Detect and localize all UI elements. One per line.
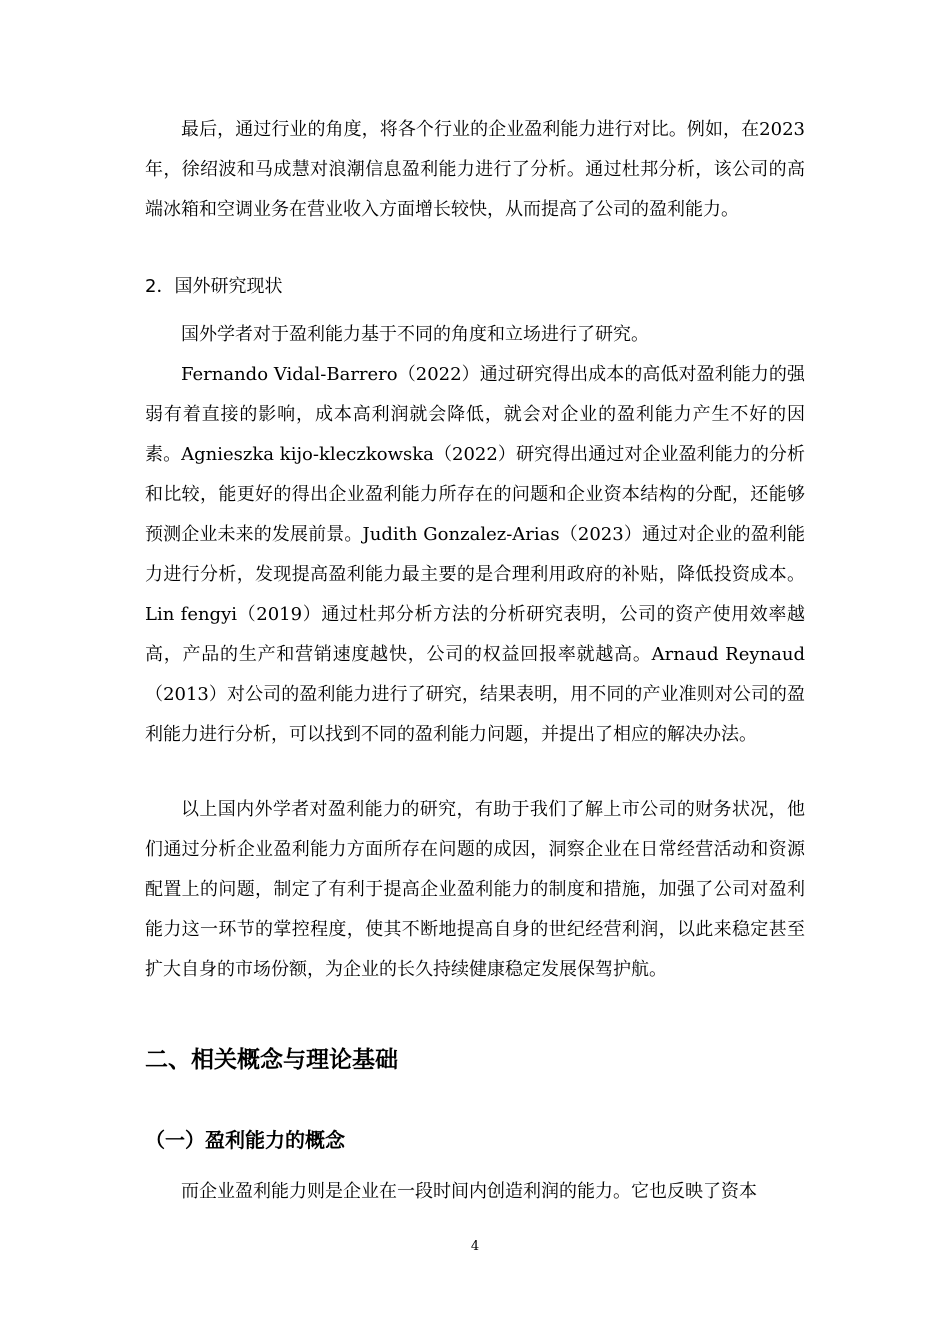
paragraph-foreign-studies: Fernando Vidal-Barrero（2022）通过研究得出成本的高低对盈利能力的强弱有着直接的影响，成本高利润就会降低，就会对企业的盈利能力产生不好的因素。Agnieszka kijo-kleczkowska（2022）研究得出通过对企业盈利能力的分析和比较，能更好的得出企业盈利能力所存在的问题和企业资本结构的分配，还能够预测企业未来的发展前景。Judith Gonzalez-Arias（2023）通过对企业的盈利能力进行分析，发现提高盈利能力最主要的是合理利用政府的补贴，降低投资成本。Lin fengyi（2019）通过杜邦分析方法的分析研究表明，公司的资产使用效率越高，产品的生产和营销速度越快，公司的权益回报率就越高。Arnaud Reynaud （2013）对公司的盈利能力进行了研究，结果表明，用不同的产业准则对公司的盈利能力进行分析，可以找到不同的盈利能力问题，并提出了相应的解决办法。 — [145, 364, 805, 745]
subheading-foreign-research-status: 2．国外研究现状 — [145, 276, 283, 297]
section-heading: （一）盈利能力的概念 — [145, 1128, 345, 1152]
page-number: 4 — [470, 1239, 480, 1254]
paragraph-concept-intro: 而企业盈利能力则是企业在一段时间内创造利润的能力。它也反映了资本 — [181, 1181, 757, 1202]
paragraph-foreign-intro: 国外学者对于盈利能力基于不同的角度和立场进行了研究。 — [181, 324, 649, 345]
paragraph-industry-comparison: 最后，通过行业的角度，将各个行业的企业盈利能力进行对比。例如，在2023年，徐绍波和马成慧对浪潮信息盈利能力进行了分析。通过杜邦分析，该公司的高端冰箱和空调业务在营业收入方面增长较快，从而提高了公司的盈利能力。 — [145, 119, 805, 220]
paragraph-summary: 以上国内外学者对盈利能力的研究，有助于我们了解上市公司的财务状况，他们通过分析企业盈利能力方面所存在问题的成因，洞察企业在日常经营活动和资源配置上的问题，制定了有利于提高企业盈利能力的制度和措施，加强了公司对盈利能力这一环节的掌控程度，使其不断地提高自身的世纪经营利润，以此来稳定甚至扩大自身的市场份额，为企业的长久持续健康稳定发展保驾护航。 — [145, 799, 805, 980]
chapter-heading: 二、相关概念与理论基础 — [145, 1047, 398, 1073]
